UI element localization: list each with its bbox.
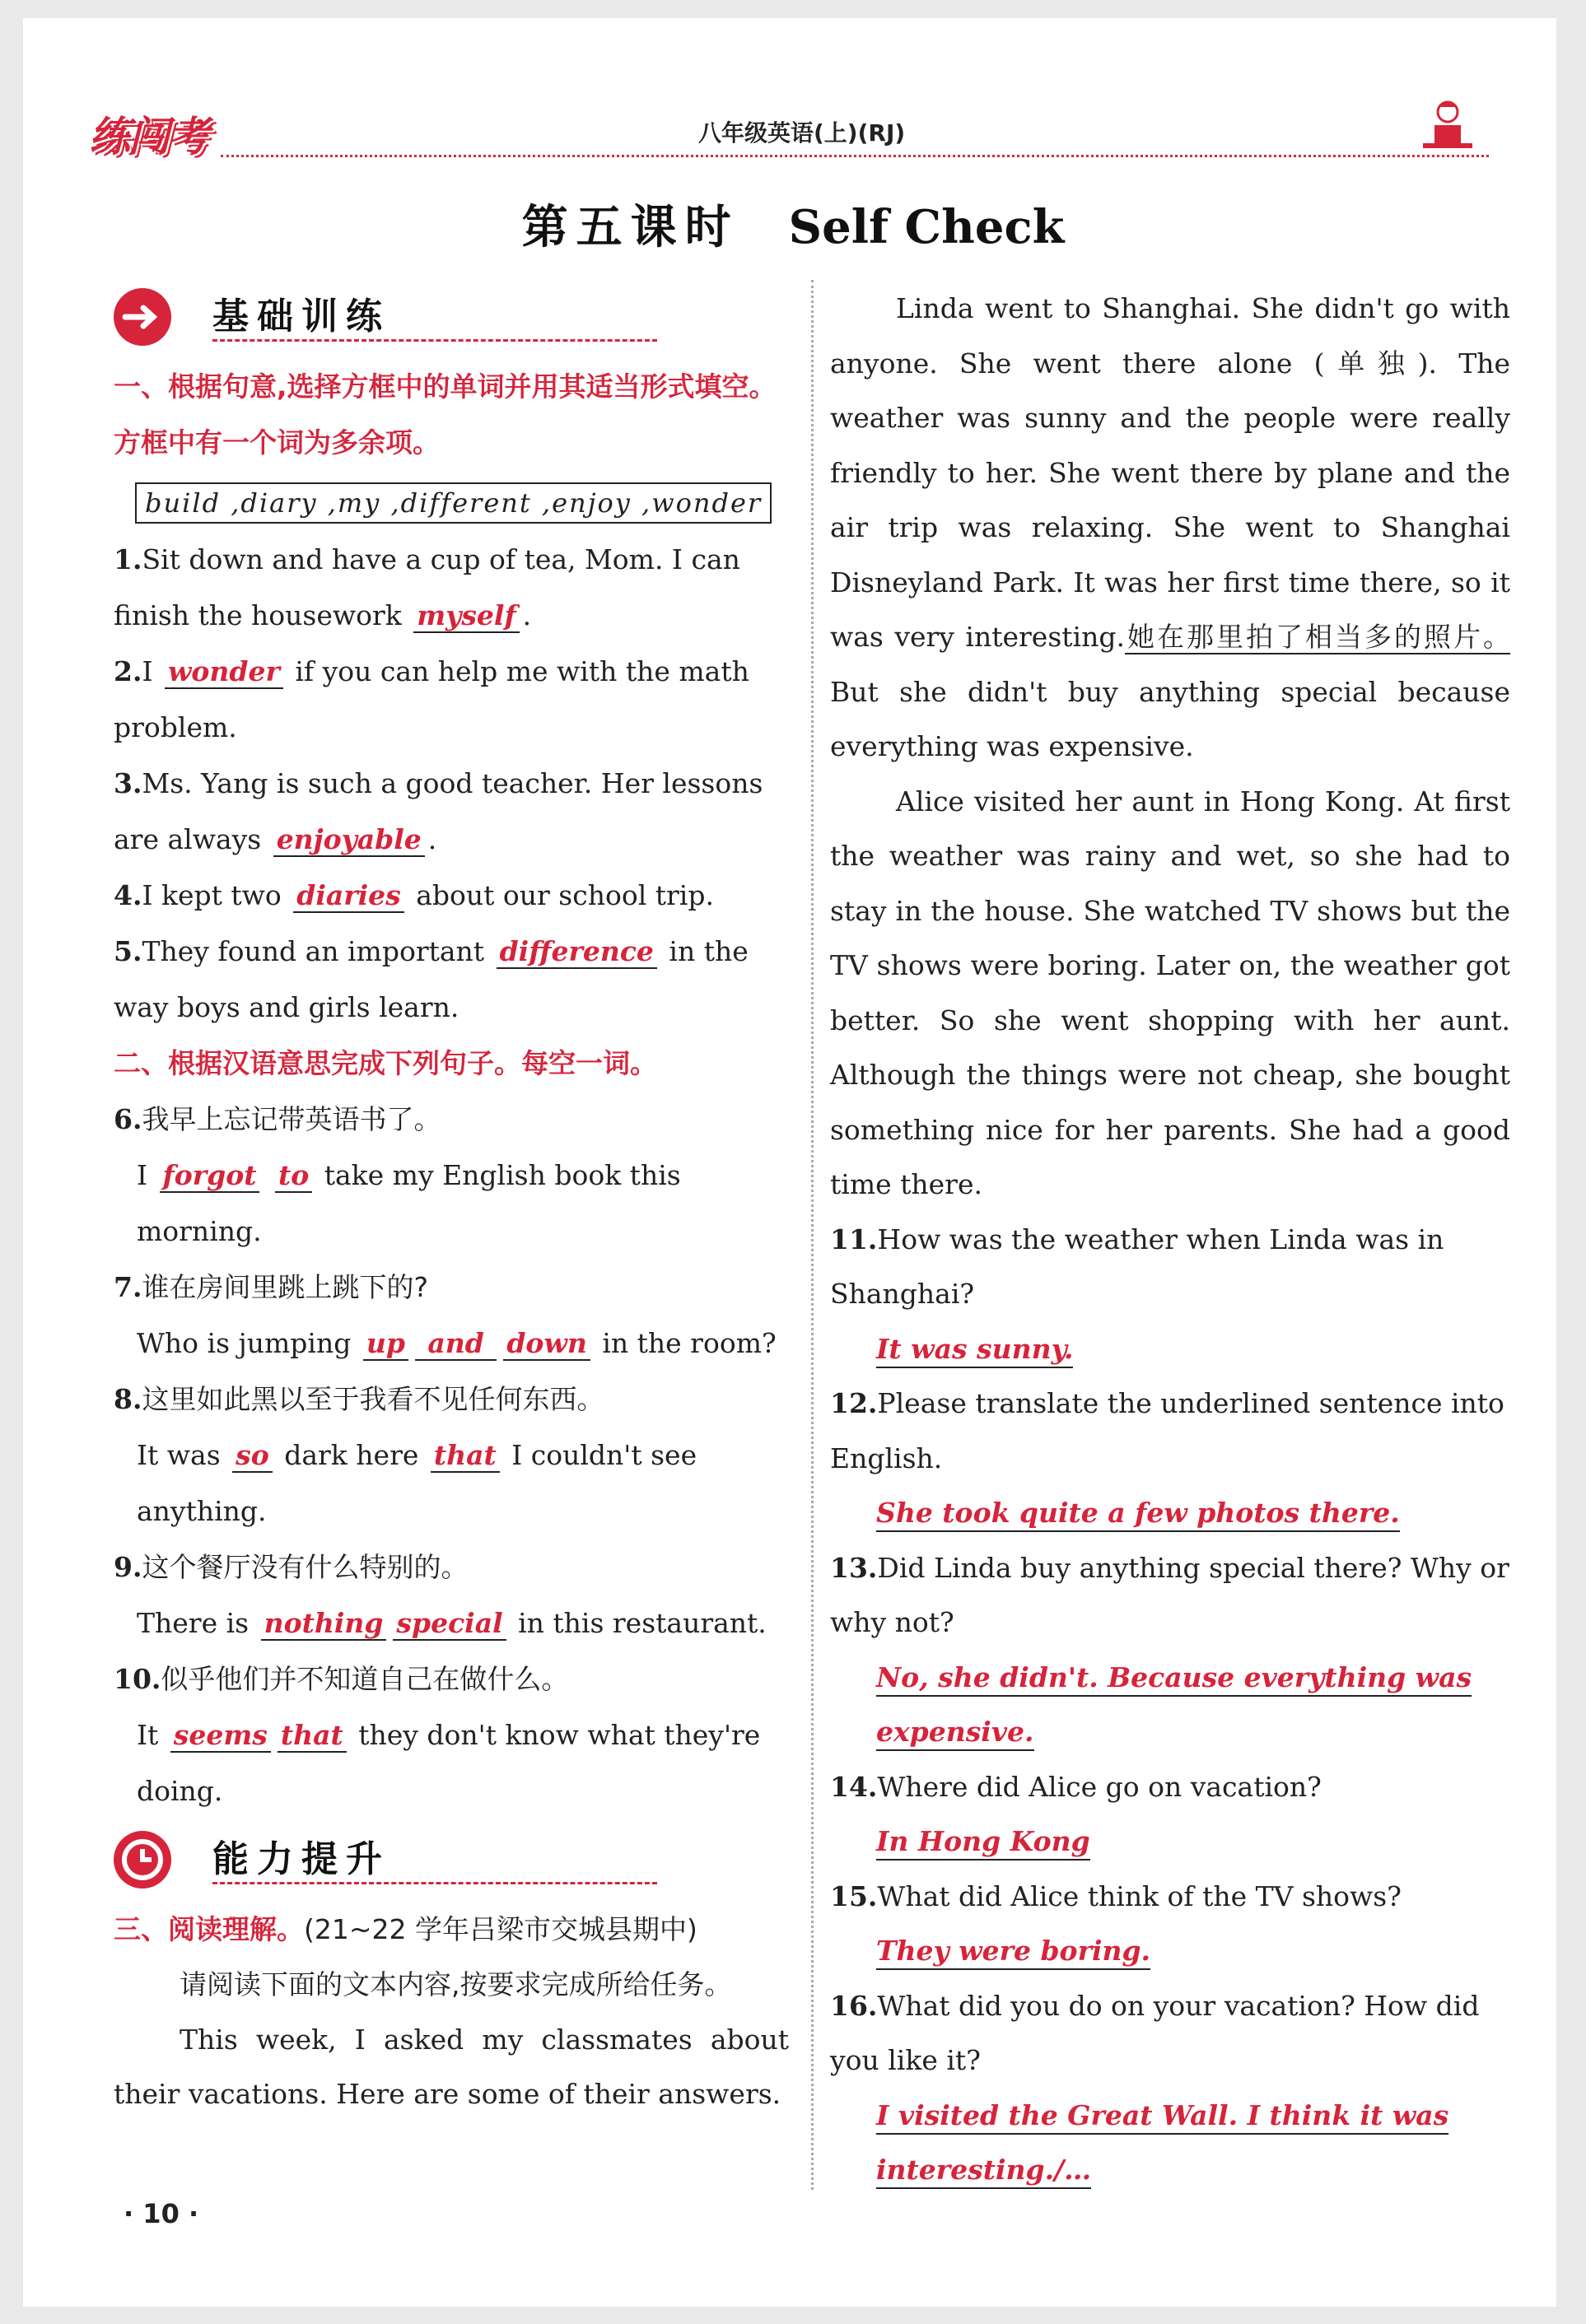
question-16: 16.What did you do on your vacation? How did you like it? bbox=[830, 1989, 1480, 2076]
arrow-badge-icon bbox=[114, 288, 171, 346]
book-title: 八年级英语(上)(RJ) bbox=[698, 119, 906, 147]
question-13: 13.Did Linda buy anything special there? Why or why not? bbox=[830, 1551, 1509, 1638]
question-5: 5.They found an important difference in the way boys and girls learn. bbox=[114, 935, 749, 1023]
section-dash-line bbox=[212, 339, 657, 342]
question-7-cn: 7.谁在房间里跳上跳下的? bbox=[114, 1271, 428, 1303]
lesson-title-en: Self Check bbox=[788, 200, 1065, 254]
column-divider bbox=[811, 280, 814, 2190]
question-14: 14.Where did Alice go on vacation? bbox=[830, 1770, 1322, 1803]
question-15: 15.What did Alice think of the TV shows? bbox=[830, 1879, 1402, 1912]
question-10-en: It seems that they don't know what they're doing. bbox=[137, 1719, 761, 1807]
lesson-title-cn: 第五课时 bbox=[521, 201, 739, 254]
reading-paragraph-3: Alice visited her aunt in Hong Kong. At first the weather was rainy and wet, so she had to stay in the house. She watched TV shows but the TV shows were boring. Later on, the weather got better. So she went shopping with her aunt. Although the things were not cheap, she bought something nice for her parents. She had a good time there. bbox=[830, 785, 1510, 1200]
section-label: 能力提升 bbox=[212, 1838, 390, 1880]
mascot-icon bbox=[1423, 97, 1472, 151]
page-number: · 10 · bbox=[124, 2198, 199, 2229]
section-dash-line bbox=[212, 1882, 657, 1884]
part2-instruction: 二、根据汉语意思完成下列句子。每空一词。 bbox=[114, 1047, 657, 1079]
answer-12: She took quite a few photos there. bbox=[876, 1486, 1510, 1541]
section-ability bbox=[114, 1824, 789, 1893]
answer: wonder bbox=[165, 655, 283, 689]
right-column bbox=[830, 282, 1510, 2198]
brand-logo: 练闯考 bbox=[89, 113, 208, 161]
question-9-en: There is nothing special in this restaurant. bbox=[137, 1607, 767, 1639]
answer: difference bbox=[497, 935, 657, 969]
question-12: 12.Please translate the underlined sentence into English. bbox=[830, 1387, 1504, 1474]
question-11: 11.How was the weather when Linda was in Shanghai? bbox=[830, 1223, 1444, 1310]
question-3: 3.Ms. Yang is such a good teacher. Her lessons are always enjoyable . bbox=[114, 767, 763, 855]
question-10-cn: 10.似乎他们并不知道自己在做什么。 bbox=[114, 1663, 569, 1695]
question-2: 2.I wonder if you can help me with the math problem. bbox=[114, 655, 749, 743]
reading-paragraph-2: Linda went to Shanghai. She didn't go with anyone. She went there alone (单独). The weather was sunny and the people were really friendly to her. She went there by plane and the air trip was relaxing. She went to Shanghai Disneyland Park. It was her first time there, so it was very interesting.她在那里拍了相当多的照片。But she didn't buy anything special because everything was expensive. bbox=[830, 292, 1510, 762]
answer-11: It was sunny. bbox=[876, 1322, 1510, 1377]
question-8-en: It was so dark here that I couldn't see anything. bbox=[137, 1439, 697, 1527]
lesson-title bbox=[0, 191, 1586, 257]
reading-intro: 请阅读下面的文本内容,按要求完成所给任务。 bbox=[180, 1968, 732, 2000]
question-8-cn: 8.这里如此黑以至于我看不见任何东西。 bbox=[114, 1383, 604, 1415]
section-label: 基础训练 bbox=[212, 296, 390, 338]
question-4: 4.I kept two diaries about our school trip. bbox=[114, 879, 714, 911]
part3-source: (21~22 学年吕梁市交城县期中) bbox=[304, 1913, 697, 1945]
reading-paragraph-1: This week, I asked my classmates about their vacations. Here are some of their answers. bbox=[114, 2023, 789, 2110]
question-9-cn: 9.这个餐厅没有什么特别的。 bbox=[114, 1551, 469, 1583]
question-7-en: Who is jumping up and down in the room? bbox=[137, 1327, 777, 1359]
answer-13: No, she didn't. Because everything was expensive. bbox=[876, 1651, 1510, 1760]
part3-instruction: 三、阅读理解。(21~22 学年吕梁市交城县期中) bbox=[114, 1913, 697, 1945]
part1-instruction: 一、根据句意,选择方框中的单词并用其适当形式填空。方框中有一个词为多余项。 bbox=[114, 370, 777, 459]
answer: diaries bbox=[293, 879, 404, 913]
answer: enjoyable bbox=[273, 823, 425, 857]
answer-16: I visited the Great Wall. I think it was interesting./… bbox=[876, 2089, 1510, 2198]
clock-badge-icon bbox=[114, 1831, 171, 1889]
question-1: 1.Sit down and have a cup of tea, Mom. I can finish the housework myself . bbox=[114, 543, 740, 631]
question-6-cn: 6.我早上忘记带英语书了。 bbox=[114, 1103, 441, 1135]
answer-14: In Hong Kong bbox=[876, 1814, 1510, 1870]
page-header bbox=[89, 97, 1489, 163]
answer-15: They were boring. bbox=[876, 1924, 1510, 1979]
section-basic-training bbox=[114, 282, 789, 351]
header-dotted-line bbox=[221, 155, 1489, 157]
underlined-sentence: 她在那里拍了相当多的照片。 bbox=[1124, 621, 1510, 653]
answer: myself bbox=[413, 599, 519, 633]
left-column bbox=[114, 282, 789, 2122]
word-box: build ,diary ,my ,different ,enjoy ,wonder bbox=[135, 482, 772, 524]
question-6-en: I forgot to take my English book this morning. bbox=[137, 1159, 681, 1247]
